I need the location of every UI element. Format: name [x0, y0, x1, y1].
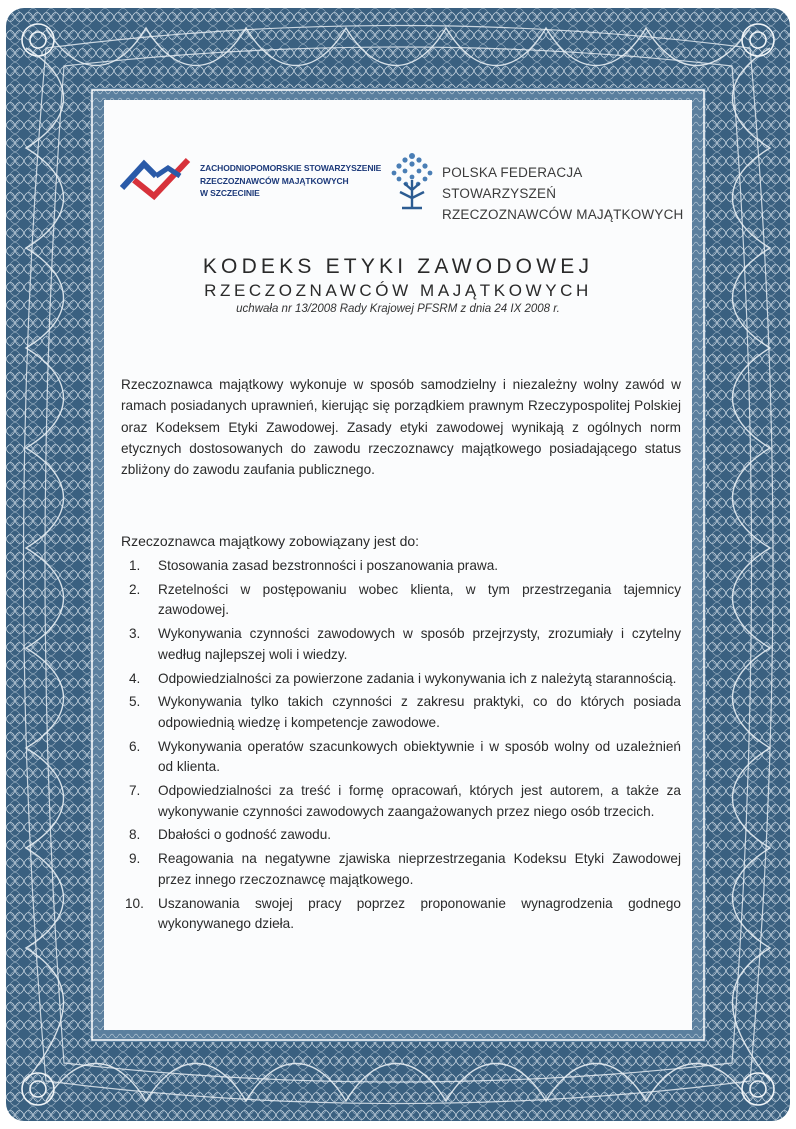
list-item: [121, 894, 681, 935]
list-item-number: 4.: [129, 670, 141, 686]
list-item-text: Stosowania zasad bezstronności i poszanowania prawa.: [158, 558, 499, 573]
pfsrm-tree-icon: [386, 150, 438, 214]
list-item: [121, 849, 681, 890]
list-item: [121, 556, 681, 577]
document-title: KODEKS ETYKI ZAWODOWEJ: [202, 255, 594, 278]
list-item-number: 8.: [129, 827, 141, 843]
list-item-number: 9.: [129, 851, 141, 867]
zsrm-name-line2: RZECZOZNAWCÓW MAJĄTKOWYCH: [200, 175, 349, 186]
list-item-number: 10.: [125, 895, 144, 911]
list-item: [121, 669, 681, 690]
list-item: [121, 737, 681, 778]
resolution-reference: uchwała nr 13/2008 Rady Krajowej PFSRM z dnia 24 IX 2008 r.: [236, 303, 560, 315]
list-item-text: Reagowania na negatywne zjawiska nieprzestrzegania Kodeksu Etyki Zawodowej przez innego rzeczoznawcę majątkowego.: [158, 851, 681, 887]
zsrm-name-line1: ZACHODNIOPOMORSKIE STOWARZYSZENIE: [200, 163, 382, 173]
intro-paragraph: Rzeczoznawca majątkowy wykonuje w sposób samodzielny i niezależny wolny zawód w ramach posiadanych uprawnień, kierując się porządkiem prawnym Rzeczypospolitej Polskiej oraz Kodeksem Etyki Zawodowej. Zasady etyki zawodowej wynikają z ogólnych norm etycznych dostosowanych do zawodu rzeczoznawcy majątkowego posiadającego status zbliżony do zawodu zaufania publicznego.: [121, 377, 681, 478]
list-item-text: Odpowiedzialności za powierzone zadania i wykonywania ich z należytą starannością.: [158, 670, 677, 686]
list-item-number: 2.: [129, 581, 141, 597]
list-item-number: 5.: [129, 694, 141, 710]
list-item-number: 3.: [129, 626, 141, 642]
obligations-heading: Rzeczoznawca majątkowy zobowiązany jest do:: [121, 533, 420, 549]
list-item-text: Odpowiedzialności za treść i formę opracowań, których jest autorem, a także za wykonywanie czynności zawodowych zaangażowanych przez niego osób trzecich.: [158, 783, 681, 819]
pfsrm-name-line2: RZECZOZNAWCÓW MAJĄTKOWYCH: [442, 207, 684, 222]
list-item: [121, 624, 681, 665]
list-item: [121, 781, 681, 822]
list-item-text: Rzetelności w postępowaniu wobec klienta, w tym przestrzegania tajemnicy zawodowej.: [158, 581, 681, 618]
list-item-text: Dbałości o godność zawodu.: [158, 827, 332, 843]
list-item-number: 6.: [129, 738, 141, 754]
pfsrm-name-line1: POLSKA FEDERACJA STOWARZYSZEŃ: [442, 165, 582, 201]
list-item: [121, 580, 681, 621]
list-item-text: Wykonywania czynności zawodowych w sposób przejrzysty, zrozumiały i czytelny według najlepszej woli i wiedzy.: [158, 626, 681, 662]
list-item-text: Wykonywania operatów szacunkowych obiektywnie i w sposób wolny od uzależnień od klienta.: [158, 738, 681, 775]
zsrm-house-icon: [120, 154, 192, 202]
zsrm-name-line3: W SZCZECINIE: [200, 188, 260, 198]
list-item-number: 7.: [129, 783, 141, 799]
pfsrm-logo: [386, 150, 686, 222]
list-item-text: Wykonywania tylko takich czynności z zakresu praktyki, co do których posiada odpowiednią wiedzę i kompetencje zawodowe.: [158, 694, 681, 730]
obligations-list: [121, 556, 681, 938]
list-item: [121, 692, 681, 733]
document-title-line2: RZECZOZNAWCÓW MAJĄTKOWYCH: [204, 281, 592, 300]
list-item: [121, 825, 681, 846]
list-item-number: 1.: [129, 558, 141, 573]
list-item-text: Uszanowania swojej pracy poprzez proponowanie wynagrodzenia godnego wykonywanego dzieła.: [158, 895, 681, 932]
zsrm-logo: [120, 152, 400, 208]
